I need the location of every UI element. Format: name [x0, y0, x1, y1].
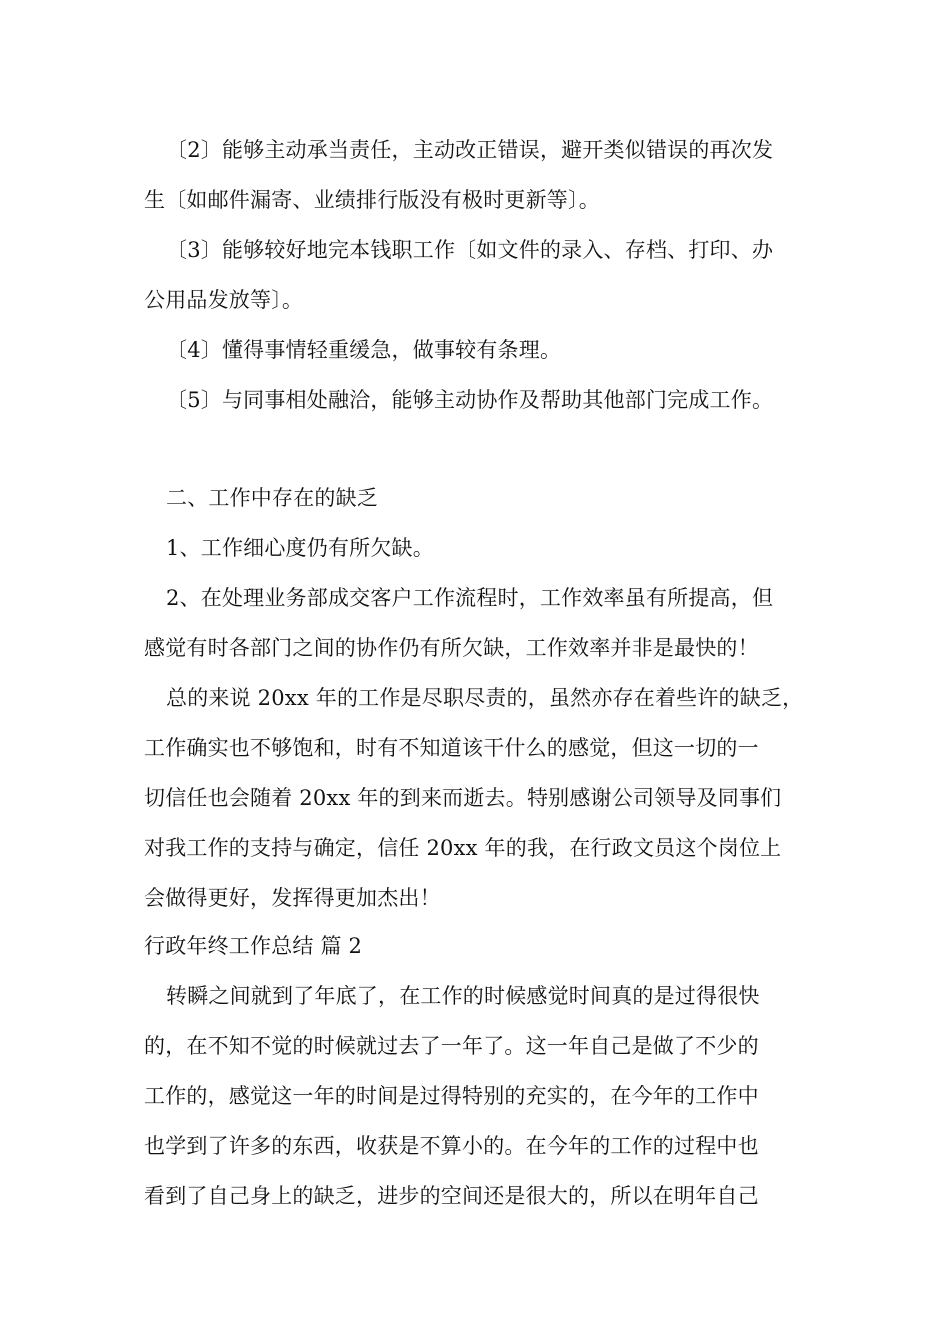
- body-paragraph-line-2: 的，在不知不觉的时候就过去了一年了。这一年自己是做了不少的: [144, 1034, 759, 1058]
- body-paragraph-line-1: 转瞬之间就到了年底了，在工作的时候感觉时间真的是过得很快: [166, 984, 760, 1008]
- shortcoming-item-2-line-2: 感觉有时各部门之间的协作仍有所欠缺，工作效率并非是最快的！: [144, 636, 759, 660]
- body-paragraph-line-5: 看到了自己身上的缺乏，进步的空间还是很大的，所以在明年自己: [144, 1184, 759, 1208]
- paragraph-item-4: 〔4〕懂得事情轻重缓急，做事较有条理。: [166, 338, 562, 362]
- paragraph-item-3-line-1: 〔3〕能够较好地完本钱职工作〔如文件的录入、存档、打印、办: [166, 238, 774, 262]
- paragraph-item-3-line-2: 公用品发放等〕。: [144, 288, 304, 312]
- summary-paragraph-line-1: 总的来说 20xx 年的工作是尽职尽责的，虽然亦存在着些许的缺乏，: [166, 686, 804, 710]
- shortcoming-item-1: 1、工作细心度仍有所欠缺。: [166, 536, 434, 560]
- shortcoming-item-2-line-1: 2、在处理业务部成交客户工作流程时，工作效率虽有所提高，但: [166, 586, 774, 610]
- body-paragraph-line-4: 也学到了许多的东西，收获是不算小的。在今年的工作的过程中也: [144, 1134, 759, 1158]
- summary-paragraph-line-4: 对我工作的支持与确定，信任 20xx 年的我，在行政文员这个岗位上: [144, 836, 782, 860]
- paragraph-item-2-line-2: 生〔如邮件漏寄、业绩排行版没有极时更新等〕。: [144, 188, 600, 212]
- paragraph-item-2-line-1: 〔2〕能够主动承当责任，主动改正错误，避开类似错误的再次发: [166, 138, 774, 162]
- summary-paragraph-line-5: 会做得更好，发挥得更加杰出！: [144, 886, 441, 910]
- summary-paragraph-line-3: 切信任也会随着 20xx 年的到来而逝去。特别感谢公司领导及同事们: [144, 786, 782, 810]
- paragraph-item-5: 〔5〕与同事相处融洽，能够主动协作及帮助其他部门完成工作。: [166, 388, 774, 412]
- article-title-part-2: 行政年终工作总结 篇 2: [144, 934, 363, 958]
- section-heading-shortcomings: 二、工作中存在的缺乏: [166, 486, 378, 510]
- summary-paragraph-line-2: 工作确实也不够饱和，时有不知道该干什么的感觉，但这一切的一: [144, 736, 759, 760]
- body-paragraph-line-3: 工作的，感觉这一年的时间是过得特别的充实的，在今年的工作中: [144, 1084, 759, 1108]
